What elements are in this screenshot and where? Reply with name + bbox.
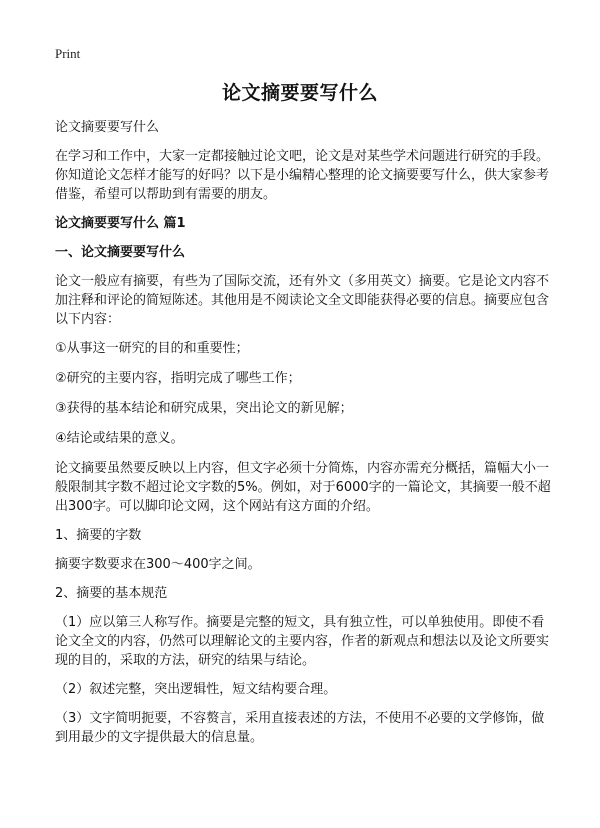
- paragraph-3: 摘要字数要求在300～400字之间。: [55, 557, 261, 572]
- rule-1: （1）应以第三人称写作。摘要是完整的短文，具有独立性，可以单独使用。即使不看论文全文的内容，仍然可以理解论文的主要内容，作者的新观点和想法以及论文所要实现的目的，采取的方法，研究的结果与结论。: [55, 615, 550, 668]
- intro-paragraph: 在学习和工作中，大家一定都接触过论文吧，论文是对某些学术问题进行研究的手段。你知道论文怎样才能写的好吗？以下是小编精心整理的论文摘要要写什么，供大家参考借鉴，希望可以帮助到有需要的朋友。: [55, 149, 550, 202]
- paragraph-2: 论文摘要虽然要反映以上内容，但文字必须十分简炼，内容亦需充分概括，篇幅大小一般限制其字数不超过论文字数的5%。例如，对于6000字的一篇论文，其摘要一般不超出300字。可以脚印论文网，这个网站有这方面的介绍。: [55, 461, 551, 514]
- paragraph-1: 论文一般应有摘要，有些为了国际交流，还有外文（多用英文）摘要。它是论文内容不加注释和评论的简短陈述。其他用是不阅读论文全文即能获得必要的信息。摘要应包含以下内容：: [55, 274, 550, 327]
- subheading-1: 1、摘要的字数: [55, 528, 142, 543]
- list-item: ②研究的主要内容，指明完成了哪些工作；: [55, 371, 301, 386]
- document-body: [55, 118, 551, 757]
- section-title: 论文摘要要写什么 篇1: [55, 216, 186, 231]
- page-title: 论文摘要要写什么: [221, 82, 378, 104]
- list-item: ③获得的基本结论和研究成果，突出论文的新见解；: [55, 401, 353, 416]
- list-item: ①从事这一研究的目的和重要性；: [55, 341, 249, 356]
- print-link[interactable]: Print: [55, 46, 81, 61]
- rule-2: （2）叙述完整，突出逻辑性，短文结构要合理。: [55, 682, 337, 697]
- subtitle: 论文摘要要写什么: [55, 120, 160, 135]
- subheading-2: 2、摘要的基本规范: [55, 586, 168, 601]
- rule-3: （3）文字简明扼要，不容赘言，采用直接表述的方法，不使用不必要的文学修饰，做到用最少的文字提供最大的信息量。: [55, 711, 545, 745]
- heading-1: 一、论文摘要要写什么: [55, 245, 186, 260]
- list-item: ④结论或结果的意义。: [55, 431, 184, 446]
